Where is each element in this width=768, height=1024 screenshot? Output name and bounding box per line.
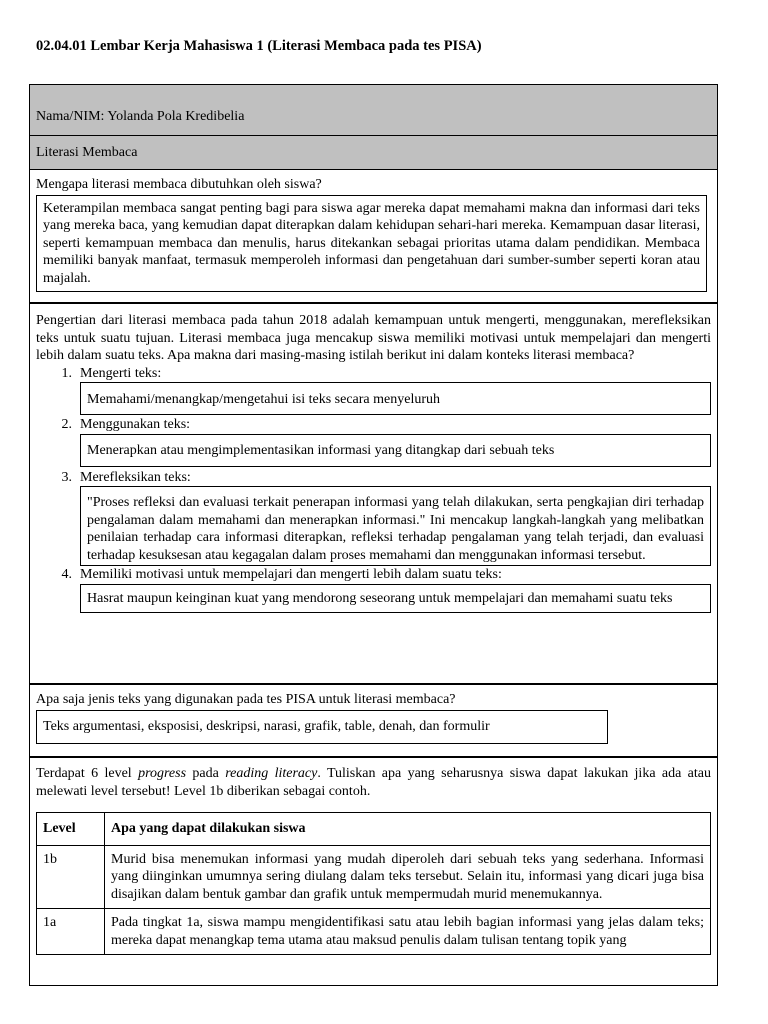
list-item-label: Merefleksikan teks: <box>80 469 191 485</box>
question-3-text: Apa saja jenis teks yang digunakan pada tes PISA untuk literasi membaca? <box>36 692 456 707</box>
list-item <box>36 365 711 383</box>
level-cell: 1b <box>37 845 105 909</box>
list-item <box>36 566 711 584</box>
question-1-text: Mengapa literasi membaca dibutuhkan oleh siswa? <box>36 177 322 192</box>
table-row <box>37 909 711 955</box>
intro-text: Terdapat 6 level <box>36 766 139 781</box>
question-1-row <box>30 170 717 304</box>
question-3-row <box>30 685 717 758</box>
level-header: Level <box>37 813 105 846</box>
section-title: Literasi Membaca <box>36 144 138 160</box>
description-header: Apa yang dapat dilakukan siswa <box>105 813 711 846</box>
list-item-label: Memiliki motivasi untuk mempelajari dan mengerti lebih dalam suatu teks: <box>80 567 502 582</box>
list-item <box>36 469 711 487</box>
intro-text: pada <box>186 766 226 781</box>
question-4-intro <box>36 765 711 800</box>
table-header-row <box>37 813 711 846</box>
list-item-answer: Memahami/menangkap/mengetahui isi teks secara menyeluruh <box>80 382 711 415</box>
question-2-intro: Pengertian dari literasi membaca pada tahun 2018 adalah kemampuan untuk mengerti, menggunakan, merefleksikan teks untuk suatu tujuan. Literasi membaca juga mencakup siswa memiliki motivasi untuk mempelajari dan mengerti lebih dalam suatu teks. Apa makna dari masing-masing istilah berikut ini dalam konteks literasi membaca? <box>36 313 711 363</box>
question-1-answer: Keterampilan membaca sangat penting bagi para siswa agar mereka dapat memahami makna dan informasi dari teks yang mereka baca, yang kemudian dapat diterapkan dalam kehidupan sehari-hari mereka. Kemampuan dasar literasi, seperti kemampuan membaca dan menulis, harus ditekankan sebagai prioritas utama dalam pendidikan. Membaca memiliki banyak manfaat, termasuk memperoleh informasi dan pengetahuan dari sumber-sumber seperti koran atau majalah. <box>36 195 707 293</box>
intro-emphasis: reading literacy <box>225 766 318 781</box>
list-item-label: Mengerti teks: <box>80 365 162 381</box>
section-row <box>30 136 717 170</box>
list-item-number: 2. <box>61 417 72 432</box>
list-item-answer: Hasrat maupun keinginan kuat yang mendorong seseorang untuk mempelajari dan memahami suatu teks <box>80 584 711 614</box>
list-item-number: 3. <box>61 469 72 485</box>
list-item <box>36 416 711 434</box>
level-cell: 1a <box>37 909 105 955</box>
intro-emphasis: progress <box>138 766 187 781</box>
table-row <box>37 845 711 909</box>
list-item-number: 4. <box>61 567 72 582</box>
intro-text: . Tuliskan apa yang seharusnya siswa dapat lakukan jika ada atau melewati level tersebut! Level 1b diberikan sebagai contoh. <box>36 766 712 799</box>
description-cell: Murid bisa menemukan informasi yang mudah diperoleh dari sebuah teks yang sederhana. Informasi yang diinginkan umumnya sering diulang dalam teks tersebut. Selain itu, informasi yang dicari juga bisa disajikan dalam bentuk gambar dan grafik untuk mempermudah murid menemukannya. <box>105 845 711 909</box>
description-cell: Pada tingkat 1a, siswa mampu mengidentifikasi satu atau lebih bagian informasi yang jelas dalam teks; mereka dapat menangkap tema utama atau maksud penulis dalam tulisan tentang topik yang <box>105 909 711 955</box>
list-item-answer: "Proses refleksi dan evaluasi terkait penerapan informasi yang telah dilakukan, serta pengkajian diri terhadap pengalaman dalam memahami dan menerapkan informasi." Ini mencakup langkah-langkah yang melibatkan penilaian terhadap cara informasi diterapkan, refleksi terhadap pengalaman yang telah terjadi, dan evaluasi terhadap kesuksesan atau kegagalan dalam proses memahami dan menggunakan informasi tersebut. <box>80 486 711 566</box>
list-item-label: Menggunakan teks: <box>80 417 191 432</box>
level-table <box>36 812 711 955</box>
name-row <box>30 85 717 136</box>
name-label: Nama/NIM: Yolanda Pola Kredibelia <box>36 109 245 125</box>
list-item-answer: Menerapkan atau mengimplementasikan informasi yang ditangkap dari sebuah teks <box>80 434 711 467</box>
question-2-row <box>30 304 717 685</box>
question-3-answer: Teks argumentasi, eksposisi, deskripsi, narasi, grafik, table, denah, dan formulir <box>36 710 608 744</box>
worksheet-table <box>29 84 718 986</box>
document-title: 02.04.01 Lembar Kerja Mahasiswa 1 (Literasi Membaca pada tes PISA) <box>36 38 482 54</box>
list-item-number: 1. <box>61 365 72 381</box>
question-4-row <box>30 758 717 955</box>
